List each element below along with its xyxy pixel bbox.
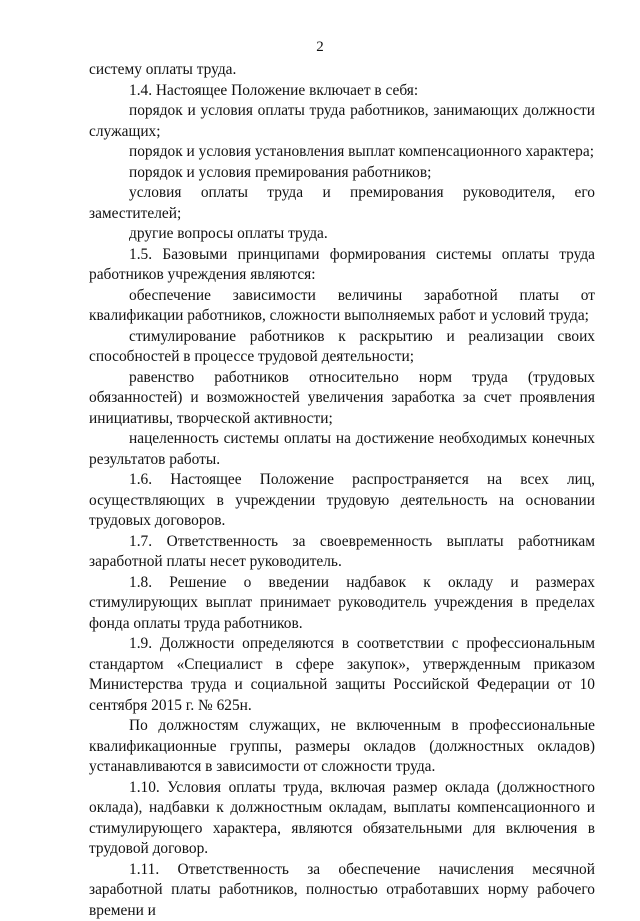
paragraph: По должностям служащих, не включенным в профессиональные квалификационные группы, размеры окладов (должностных окладов) устанавливаются в зависимости от сложности труда. <box>89 716 595 778</box>
paragraph: порядок и условия премирования работников; <box>89 163 595 184</box>
paragraph: нацеленность системы оплаты на достижение необходимых конечных результатов работы. <box>89 429 595 470</box>
page-number: 2 <box>0 38 640 56</box>
paragraph: 1.11. Ответственность за обеспечение начисления месячной заработной платы работников, полностью отработавших норму рабочего времени и <box>89 860 595 921</box>
paragraph: 1.10. Условия оплаты труда, включая размер оклада (должностного оклада), надбавки к должностным окладам, выплаты компенсационного и стимулирующего характера, являются обязательными для включения в трудовой договор. <box>89 778 595 860</box>
paragraph: другие вопросы оплаты труда. <box>89 224 595 245</box>
paragraph: 1.6. Настоящее Положение распространяется на всех лиц, осуществляющих в учреждении трудовую деятельность на основании трудовых договоров. <box>89 470 595 532</box>
paragraph: 1.8. Решение о введении надбавок к окладу и размерах стимулирующих выплат принимает руководитель учреждения в пределах фонда оплаты труда работников. <box>89 573 595 635</box>
paragraph: равенство работников относительно норм труда (трудовых обязанностей) и возможностей увеличения заработка за счет проявления инициативы, творческой активности; <box>89 368 595 430</box>
paragraph: системy оплаты труда. <box>89 60 595 81</box>
paragraph: 1.9. Должности определяются в соответствии с профессиональным стандартом «Специалист в сфере закупок», утвержденным приказом Министерства труда и социальной защиты Российской Федерации от 10 сентября 2015 г. № 625н. <box>89 634 595 716</box>
paragraph: 1.7. Ответственность за своевременность выплаты работникам заработной платы несет руководитель. <box>89 532 595 573</box>
paragraph: стимулирование работников к раскрытию и реализации своих способностей в процессе трудовой деятельности; <box>89 327 595 368</box>
paragraph: 1.4. Настоящее Положение включает в себя: <box>89 81 595 102</box>
paragraph: порядок и условия установления выплат компенсационного характера; <box>89 142 595 163</box>
paragraph: 1.5. Базовыми принципами формирования системы оплаты труда работников учреждения являются: <box>89 245 595 286</box>
paragraph: условия оплаты труда и премирования руководителя, его заместителей; <box>89 183 595 224</box>
document-body <box>89 60 595 921</box>
paragraph: порядок и условия оплаты труда работников, занимающих должности служащих; <box>89 101 595 142</box>
paragraph: обеспечение зависимости величины заработной платы от квалификации работников, сложности выполняемых работ и условий труда; <box>89 286 595 327</box>
